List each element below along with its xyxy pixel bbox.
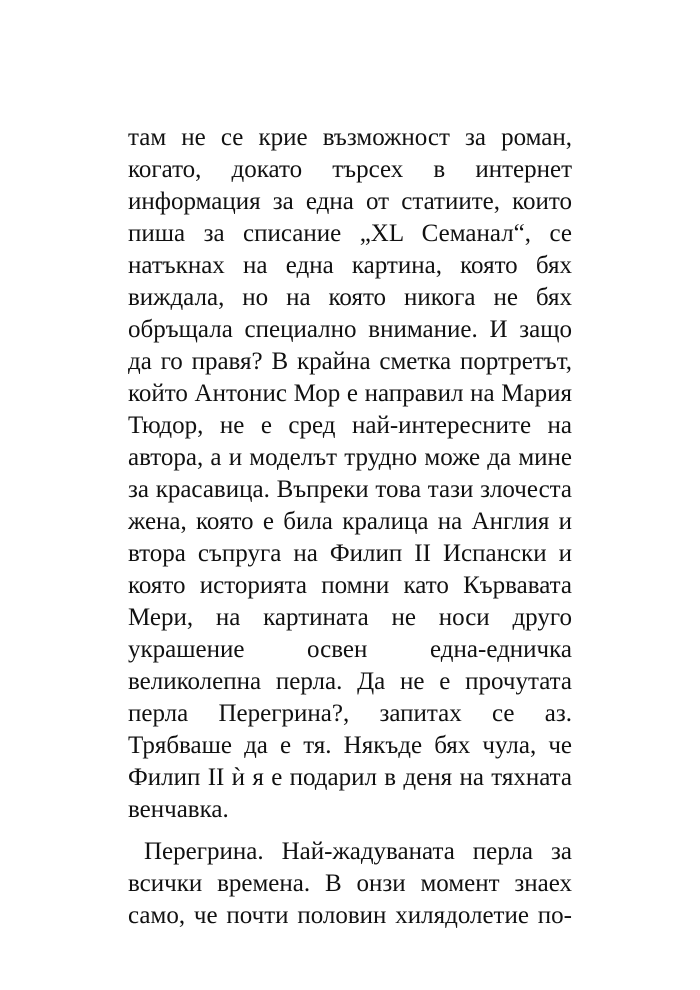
paragraph-gap (128, 826, 572, 836)
text-line: автора, а и моделът трудно може да мине (128, 444, 572, 471)
text-line: за красавица. Въпреки това тази злочеста (128, 476, 572, 503)
text-line: великолепна перла. Да не е прочутата (128, 668, 572, 695)
text-line: там не се крие възможност за роман, (128, 124, 572, 151)
text-line: информация за една от статиите, които (128, 188, 572, 215)
text-line: перла Перегрина?, запитах се аз. (128, 700, 572, 727)
text-line: всички времена. В онзи момент знаех (128, 870, 572, 897)
text-line: втора съпруга на Филип II Испански и (128, 540, 572, 567)
page-text (128, 122, 572, 932)
text-line: жена, която е била кралица на Англия и (128, 508, 572, 535)
text-line: когато, докато търсех в интернет (128, 156, 572, 183)
text-line: който Антонис Мор е направил на Мария (128, 380, 572, 407)
text-line: Филип II ѝ я е подарил в деня на тяхната (128, 764, 572, 791)
text-line: украшение освен една-едничка (128, 636, 572, 663)
text-line: която историята помни като Кървавата (128, 572, 572, 599)
text-line: Трябваше да е тя. Някъде бях чула, че (128, 732, 572, 759)
text-line: Перегрина. Най-жадуваната перла за (144, 838, 572, 865)
paragraph (128, 836, 572, 932)
text-line: пиша за списание „XL Семанал“, се (128, 220, 572, 247)
text-line: Мери, на картината не носи друго (128, 604, 572, 631)
text-line: Тюдор, не е сред най-интересните на (128, 412, 572, 439)
text-line: венчавка. (128, 796, 229, 823)
text-line: обръщала специално внимание. И защо (128, 316, 572, 343)
text-line: натъкнах на една картина, която бях (128, 252, 572, 279)
text-line: само, че почти половин хилядолетие по- (128, 902, 572, 929)
paragraph (128, 122, 572, 826)
text-line: виждала, но на която никога не бях (128, 284, 572, 311)
text-line: да го правя? В крайна сметка портретът, (128, 348, 572, 375)
